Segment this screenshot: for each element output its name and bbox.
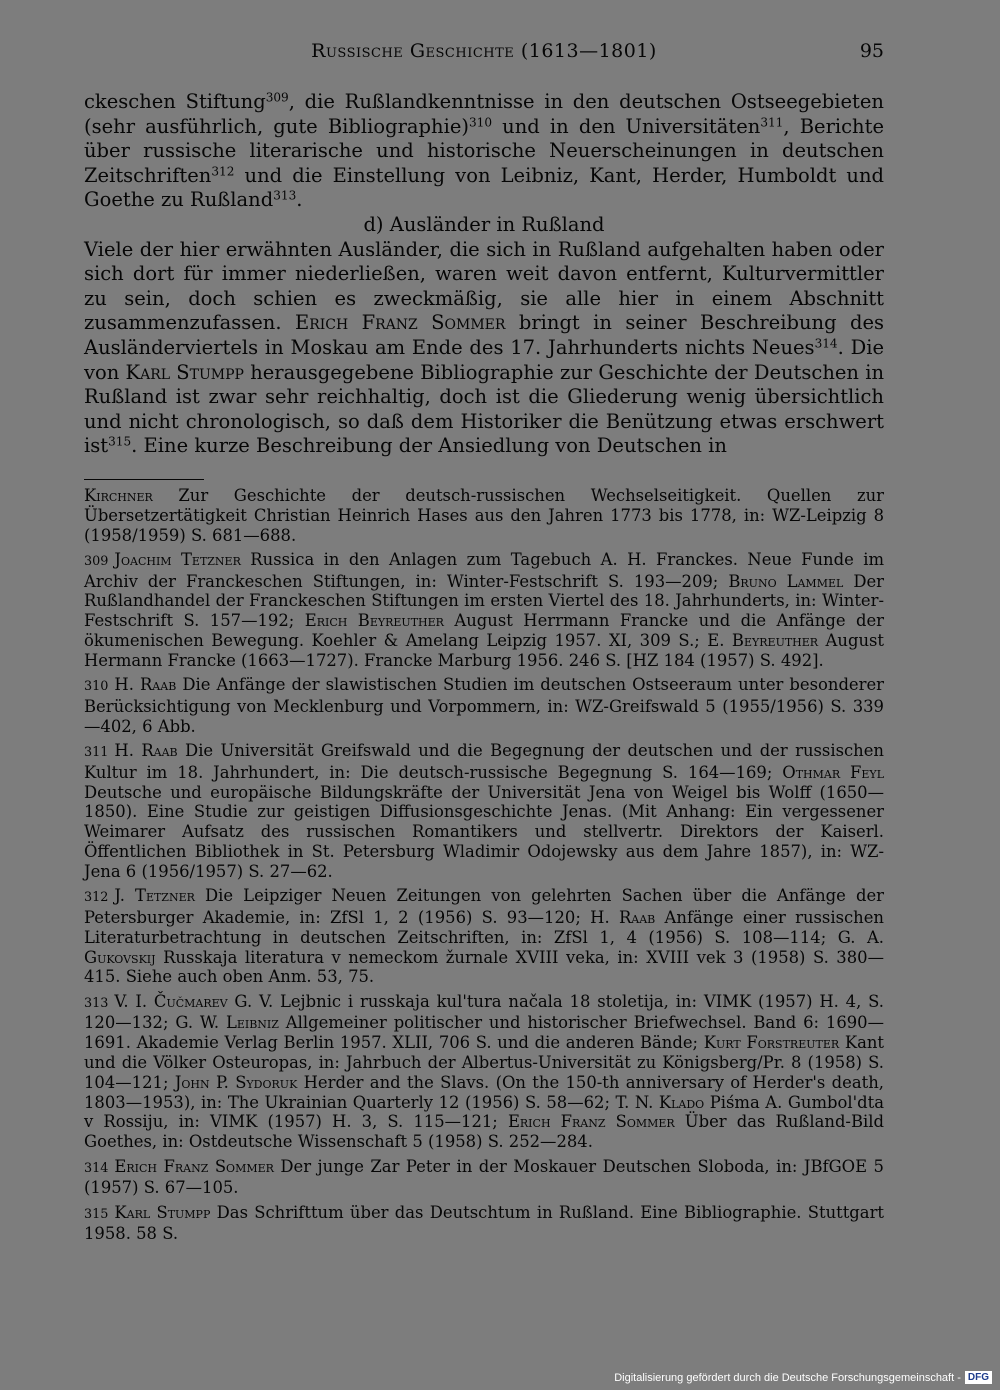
footnote-ref: 315: [108, 434, 132, 449]
dfg-logo: DFG: [965, 1371, 992, 1384]
footnote-number: 315: [84, 1206, 109, 1222]
credit-text: Digitalisierung gefördert durch die Deutsche Forschungsgemeinschaft -: [614, 1371, 961, 1384]
footnote-ref: 314: [814, 336, 838, 351]
footnote-309: 309 Joachim Tetzner Russica in den Anlagen zum Tagebuch A. H. Franckes. Neue Funde im Archiv der Franckeschen Stiftungen, in: Winter-Festschrift S. 193—209; Bruno Lammel Der Rußlandhandel der Franckeschen Stiftungen im ersten Viertel des 18. Jahrhunderts, in: Winter-Festschrift S. 157—192; Erich Beyreuther August Herrmann Francke und die Anfänge der ökumenischen Bewegung. Koehler & Amelang Leipzig 1957. XI, 309 S.; E. Beyreuther August Hermann Francke (1663—1727). Francke Marburg 1956. 246 S. [HZ 184 (1957) S. 492].: [84, 549, 885, 670]
footnote-number: 312: [84, 890, 109, 906]
footnote-311: 311 H. Raab Die Universität Greifswald und die Begegnung der deutschen und der russischen Kultur im 18. Jahrhundert, in: Die deutsch-russische Begegnung S. 164—169; Othmar Feyl Deutsche und europäische Bildungskräfte der Universität Jena von Weigel bis Wolff (1650—1850). Eine Studie zur geistigen Diffusionsgeschichte Jenas. (Mit Anhang: Ein vergessener Weimarer Aufsatz des russischen Romantikers und stellvertr. Direktors der Kaiserl. Öffentlichen Bibliothek in St. Petersburg Wladimir Odojewsky aus dem Jahre 1857), in: WZ-Jena 6 (1956/1957) S. 27—62.: [84, 741, 884, 881]
digitization-credit: [614, 1371, 992, 1384]
footnote-310: 310 H. Raab Die Anfänge der slawistischen Studien im deutschen Ostseeraum unter besonderer Berücksichtigung von Mecklenburg und Vorpommern, in: WZ-Greifswald 5 (1955/1956) S. 339—402, 6 Abb.: [84, 675, 885, 736]
footnote-number: 313: [84, 995, 109, 1011]
footnote-314: 314 Erich Franz Sommer Der junge Zar Peter in der Moskauer Deutschen Sloboda, in: JBfGOE 5 (1957) S. 67—105.: [84, 1156, 884, 1198]
footnote-continuation: Kirchner Zur Geschichte der deutsch-russischen Wechselseitigkeit. Quellen zur Übersetzertätigkeit Christian Heinrich Hases aus den Jahren 1773 bis 1778, in: WZ-Leipzig 8 (1958/1959) S. 681—688.: [84, 486, 884, 545]
footnote-number: 309: [84, 553, 109, 569]
page-header: [84, 40, 884, 68]
footnote-ref: 313: [273, 188, 297, 203]
author-name: Erich Franz Sommer: [294, 311, 506, 335]
body-text: [84, 90, 884, 459]
footnote-312: 312 J. Tetzner Die Leipziger Neuen Zeitungen von gelehrten Sachen über die Anfänge der Petersburger Akademie, in: ZfSl 1, 2 (1956) S. 93—120; H. Raab Anfänge einer russischen Literaturbetrachtung in deutschen Zeitschriften, in: ZfSl 1, 4 (1956) S. 108—114; G. A. Gukovskij Russkaja literatura v nemeckom žurnale XVIII veka, in: XVIII vek 3 (1958) S. 380—415. Siehe auch oben Anm. 53, 75.: [84, 886, 884, 987]
footnote-number: 310: [84, 679, 109, 695]
footnote-number: 311: [84, 745, 109, 761]
author-name: Karl Stumpp: [125, 360, 244, 384]
running-title: Russische Geschichte (1613—1801): [311, 40, 657, 62]
footnote-ref: 310: [468, 114, 493, 129]
section-heading: d) Ausländer in Rußland: [363, 212, 605, 236]
footnote-313: 313 V. I. Čučmarev G. V. Lejbnic i russkaja kul'tura načala 18 stoletija, in: VIMK (1957) H. 4, S. 120—132; G. W. Leibniz Allgemeiner politischer und historischer Briefwechsel. Band 6: 1690—1691. Akademie Verlag Berlin 1957. XLII, 706 S. und die anderen Bände; Kurt Forstreuter Kant und die Völker Osteuropas, in: Jahrbuch der Albertus-Universität zu Königsberg/Pr. 8 (1958) S. 104—121; John P. Sydoruk Herder and the Slavs. (On the 150-th anniversary of Herder's death, 1803—1953), in: The Ukrainian Quarterly 12 (1956) S. 58—62; T. N. Klado Piśma A. Gumbol'dta v Rossiju, in: VIMK (1957) H. 3, S. 115—121; Erich Franz Sommer Über das Rußland-Bild Goethes, in: Ostdeutsche Wissenschaft 5 (1958) S. 252—284.: [84, 991, 885, 1152]
footnote-315: 315 Karl Stumpp Das Schrifttum über das Deutschtum in Rußland. Eine Bibliographie. Stuttgart 1958. 58 S.: [84, 1202, 884, 1244]
footnote-ref: 309: [265, 90, 289, 105]
footnote-ref: 311: [760, 114, 784, 129]
footnote-number: 314: [84, 1160, 109, 1176]
page-number: 95: [859, 40, 884, 62]
footnote-separator: [84, 479, 204, 480]
paragraph-2: Viele der hier erwähnten Ausländer, die sich in Rußland aufgehalten haben oder sich dort für immer niederließen, waren weit davon entfernt, Kulturvermittler zu sein, doch schien es zweckmäßig, sie alle hier in einem Abschnitt zusammenzufassen. Erich Franz Sommer bringt in seiner Beschreibung des Ausländerviertels in Moskau am Ende des 17. Jahrhunderts nichts Neues$^{314}$. Die von Karl Stumpp herausgegebene Bibliographie zur Geschichte der Deutschen in Rußland ist zwar sehr reichhaltig, doch ist die Gliederung wenig übersichtlich und nicht chronologisch, so daß dem Historiker die Benützung etwas erschwert ist$^{315}$. Eine kurze Beschreibung der Ansiedlung von Deutschen in: [84, 237, 885, 458]
footnote-ref: 312: [211, 164, 235, 179]
paragraph-1: ckeschen Stiftung$^{309}$, die Rußlandkenntnisse in den deutschen Ostseegebieten (sehr ausführlich, gute Bibliographie)$^{310}$ und in den Universitäten$^{311}$, Berichte über russische literarische und historische Neuerscheinungen in deutschen Zeitschriften$^{312}$ und die Einstellung von Leibniz, Kant, Herder, Humboldt und Goethe zu Rußland$^{313}$.: [84, 90, 884, 212]
footnotes: [84, 486, 884, 1249]
